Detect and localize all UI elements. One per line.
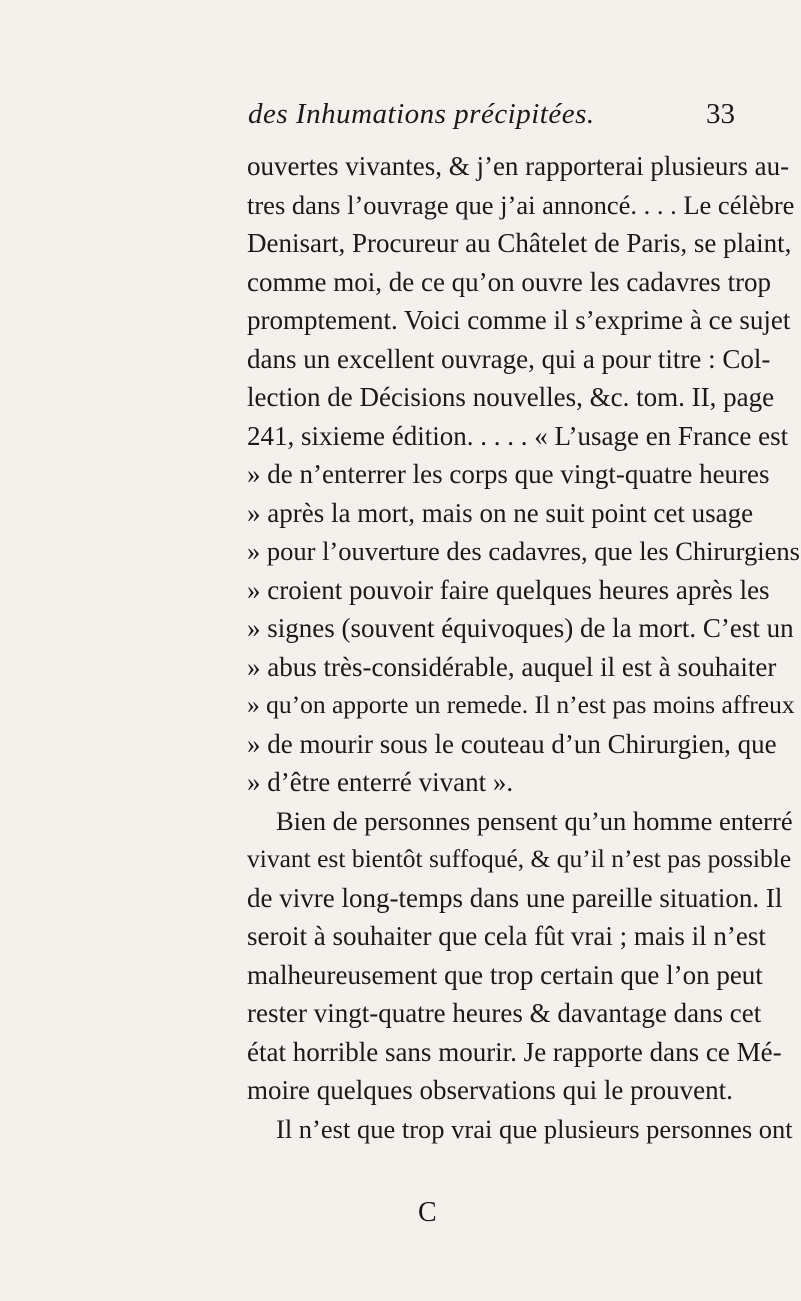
text-line: » qu’on apporte un remede. Il n’est pas moins affreux <box>247 690 795 719</box>
text-line: ouvertes vivantes, & j’en rapporterai plusieurs au- <box>247 151 790 181</box>
text-line: état horrible sans mourir. Je rapporte dans ce Mé- <box>247 1036 782 1067</box>
text-line: Il n’est que trop vrai que plusieurs personnes ont <box>276 1113 793 1144</box>
text-line: » d’être enterré vivant ». <box>247 767 514 797</box>
text-line: comme moi, de ce qu’on ouvre les cadavres trop <box>247 266 772 297</box>
text-line: » de n’enterrer les corps que vingt-quatre heures <box>247 459 770 489</box>
text-line: Bien de personnes pensent qu’un homme enterré <box>276 805 793 836</box>
text-line: seroit à souhaiter que cela fût vrai ; mais il n’est <box>247 921 766 951</box>
text-line: » signes (souvent équivoques) de la mort. C’est un <box>247 613 794 643</box>
text-line: de vivre long-temps dans une pareille situation. Il <box>247 882 783 913</box>
text-line: » de mourir sous le couteau d’un Chirurgien, que <box>247 728 777 759</box>
text-line: lection de Décisions nouvelles, &c. tom. II, page <box>247 382 775 412</box>
running-head <box>0 98 801 138</box>
text-line: rester vingt-quatre heures & davantage dans cet <box>247 998 762 1028</box>
text-line: moire quelques observations qui le prouvent. <box>247 1075 733 1105</box>
text-line: 241, sixieme édition. . . . . « L’usage en France est <box>247 420 789 451</box>
text-line: » abus très-considérable, auquel il est à souhaiter <box>247 651 777 682</box>
text-line: » croient pouvoir faire quelques heures après les <box>247 574 770 605</box>
signature-mark: C <box>418 1197 437 1228</box>
text-line: Denisart, Procureur au Châtelet de Paris, se plaint, <box>247 228 792 258</box>
text-line: vivant est bientôt suffoqué, & qu’il n’est pas possible <box>247 844 792 873</box>
text-line: » après la mort, mais on ne suit point cet usage <box>247 497 754 528</box>
text-line: promptement. Voici comme il s’exprime à ce sujet <box>247 305 791 335</box>
text-line: malheureusement que trop certain que l’on peut <box>247 959 763 990</box>
text-line: » pour l’ouverture des cadavres, que les Chirurgiens <box>247 536 800 566</box>
page-number: 33 <box>706 98 735 130</box>
text-line: dans un excellent ouvrage, qui a pour titre : Col- <box>247 343 771 374</box>
running-title: des Inhumations précipitées. <box>248 98 595 130</box>
text-line: tres dans l’ouvrage que j’ai annoncé. . . . Le célèbre <box>247 189 795 220</box>
